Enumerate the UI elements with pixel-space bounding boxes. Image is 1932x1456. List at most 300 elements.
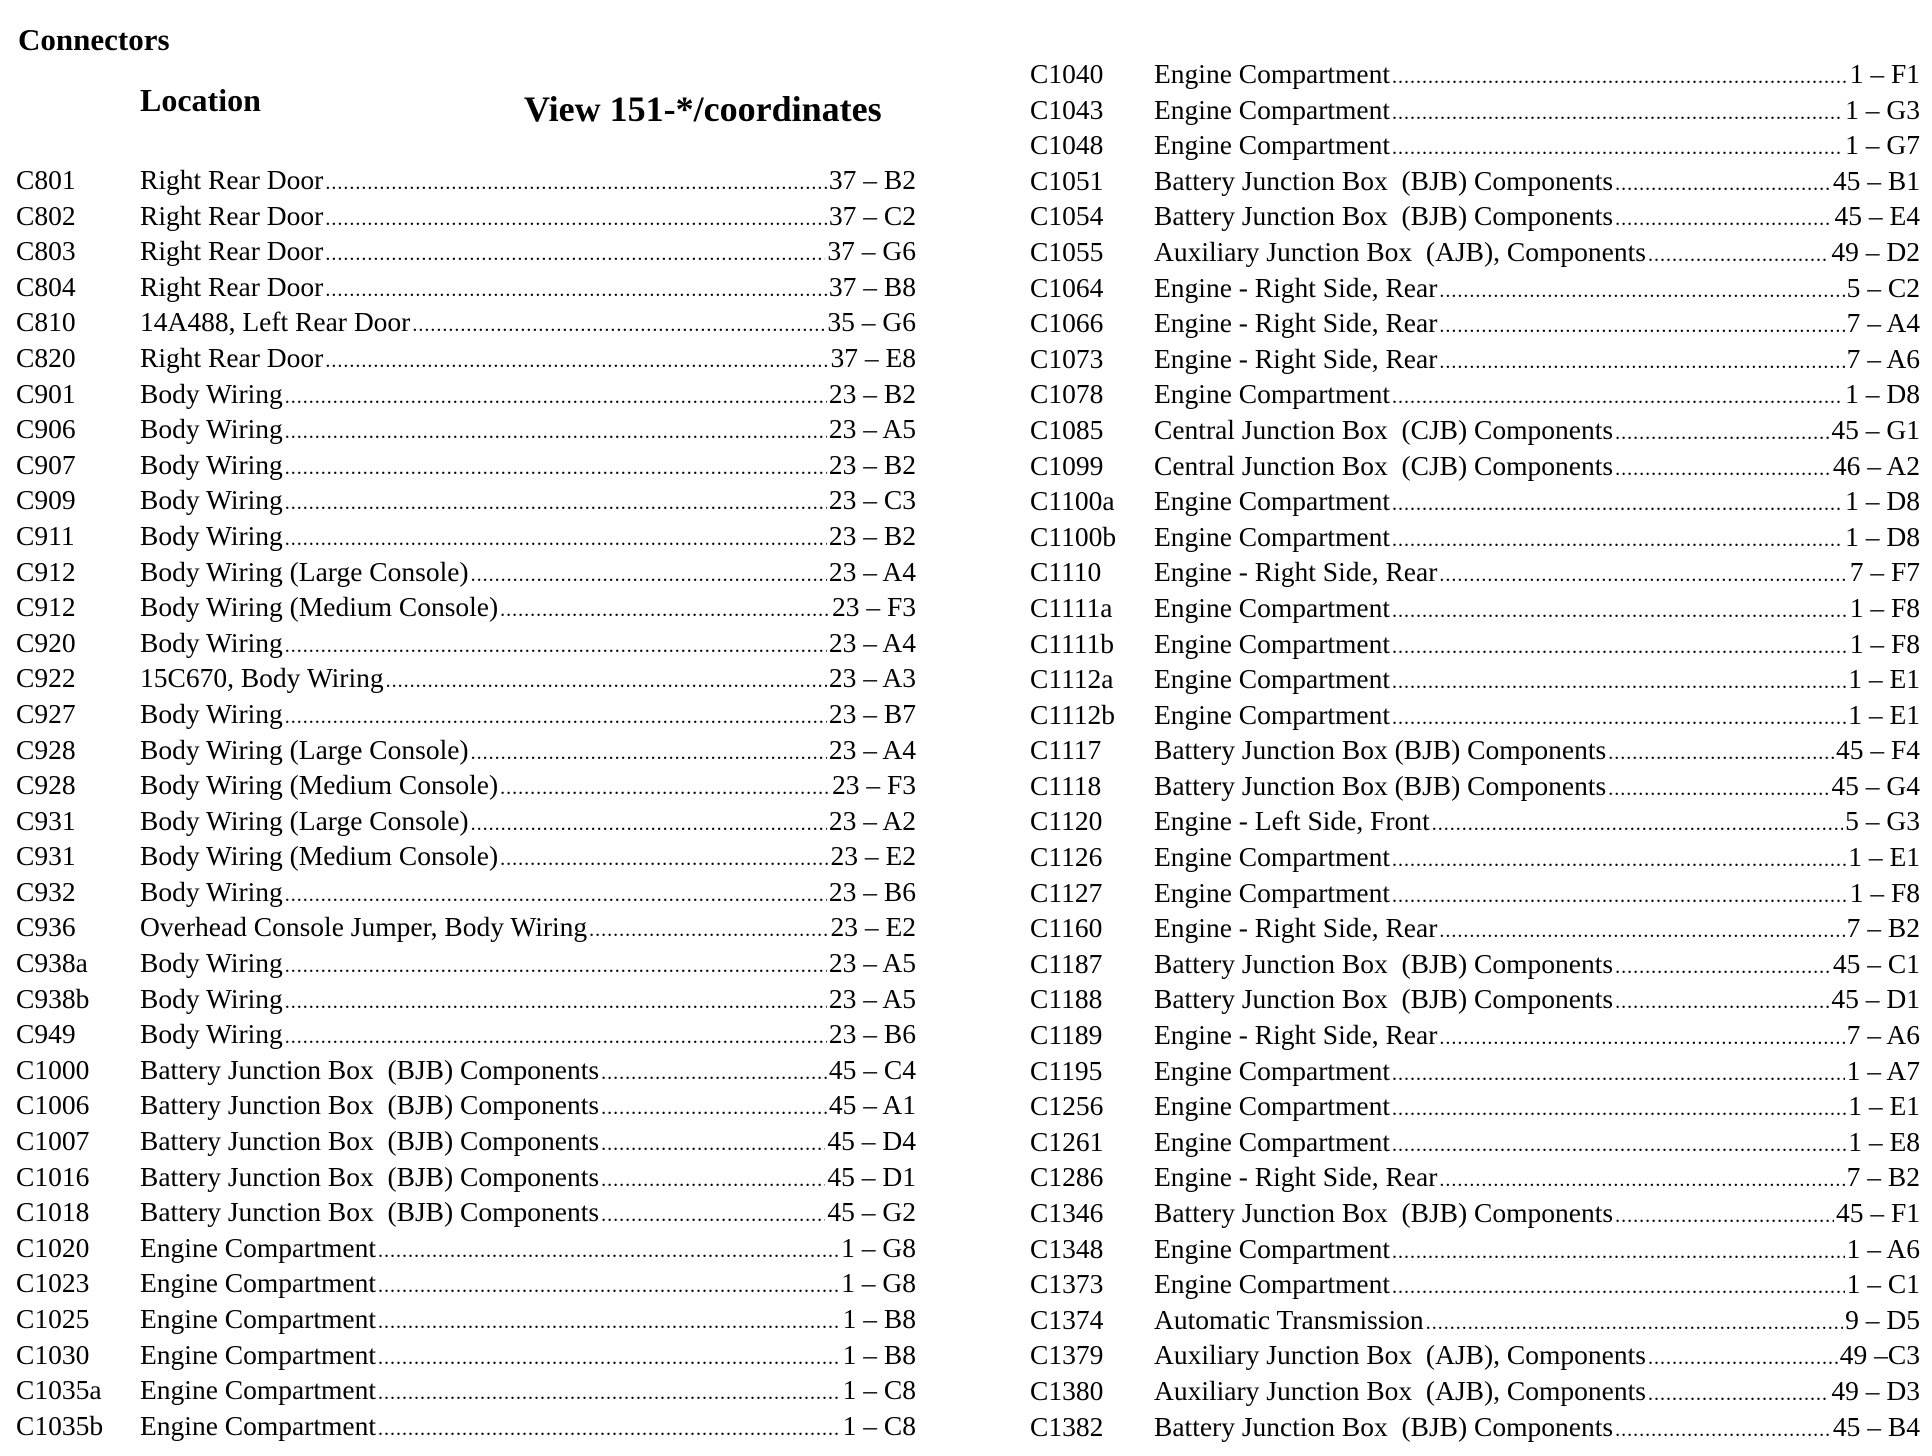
- connector-code: C1051: [1030, 164, 1104, 196]
- view-coordinates: 1 – F8: [1849, 627, 1920, 659]
- connector-code: C1373: [1030, 1268, 1104, 1300]
- connector-location: Engine Compartment: [1154, 1232, 1390, 1264]
- connector-location: Central Junction Box (CJB) Components: [1154, 449, 1614, 481]
- connector-location: Auxiliary Junction Box (AJB), Components: [1154, 235, 1646, 267]
- connector-location: Engine Compartment: [1154, 1090, 1390, 1122]
- connector-row: [16, 1265, 916, 1301]
- connector-row: [16, 447, 916, 483]
- connector-row: [1030, 163, 1920, 199]
- view-coordinates: 1 – C8: [842, 1374, 916, 1406]
- view-coordinates: 1 – G7: [1845, 129, 1920, 161]
- connector-code: C803: [16, 235, 76, 267]
- connector-code: C907: [16, 448, 76, 480]
- connector-code: C1374: [1030, 1303, 1104, 1335]
- connector-code: C1261: [1030, 1125, 1104, 1157]
- connector-row: [1030, 839, 1920, 875]
- right-connector-list: [1030, 56, 1920, 1444]
- connector-row: [1030, 875, 1920, 911]
- dot-leader: [1615, 1199, 1834, 1234]
- connector-code: C1346: [1030, 1197, 1104, 1228]
- dot-leader: [1392, 665, 1846, 700]
- view-coordinates: 7 – F7: [1849, 556, 1920, 588]
- connector-row: [16, 1408, 916, 1444]
- connector-location: Overhead Console Jumper, Body Wiring: [140, 911, 588, 943]
- connector-location: Engine Compartment: [1154, 93, 1390, 125]
- dot-leader: [1426, 1306, 1843, 1341]
- connector-location: Battery Junction Box (BJB) Components: [1154, 1410, 1614, 1442]
- connector-code: C928: [16, 733, 76, 765]
- connector-code: C1380: [1030, 1374, 1104, 1406]
- view-coordinates: 1 – E1: [1848, 698, 1920, 730]
- connector-location: Engine Compartment: [1154, 876, 1390, 908]
- connector-code: C1189: [1030, 1019, 1103, 1051]
- connector-row: [16, 1016, 916, 1052]
- connector-location: Battery Junction Box (BJB) Components: [1154, 200, 1614, 232]
- dot-leader: [325, 166, 827, 201]
- connector-location: Body Wiring: [140, 413, 283, 445]
- dot-leader: [1439, 558, 1847, 593]
- connector-code: C1054: [1030, 200, 1104, 232]
- connector-code: C1126: [1030, 841, 1103, 873]
- connector-location: Body Wiring: [140, 697, 283, 729]
- connector-location: Engine Compartment: [1154, 58, 1390, 89]
- left-connector-list: [16, 162, 916, 1443]
- view-coordinates: 45 – F4: [1835, 734, 1920, 766]
- view-coordinates: 45 – B4: [1832, 1410, 1920, 1442]
- connector-row: [1030, 341, 1920, 377]
- dot-leader: [1392, 1057, 1845, 1092]
- dot-leader: [1615, 950, 1831, 985]
- connector-row: [1030, 626, 1920, 662]
- connector-row: [1030, 376, 1920, 412]
- connector-location: Battery Junction Box (BJB) Components: [140, 1196, 600, 1228]
- connector-location: Battery Junction Box (BJB) Components: [1154, 164, 1614, 196]
- connector-code: C1111b: [1030, 627, 1115, 659]
- dot-leader: [1439, 914, 1844, 949]
- connector-location: Engine Compartment: [1154, 627, 1390, 659]
- connector-location: Battery Junction Box (BJB) Components: [1154, 983, 1614, 1015]
- connector-row: [1030, 1337, 1920, 1373]
- view-coordinates: 37 – B2: [828, 164, 916, 195]
- connector-row: [16, 909, 916, 945]
- connector-code: C1195: [1030, 1054, 1103, 1086]
- view-coordinates: 7 – A6: [1846, 1019, 1920, 1051]
- dot-leader: [601, 1163, 825, 1198]
- view-coordinates: 45 – A1: [828, 1089, 916, 1121]
- view-coordinates: 23 – A2: [828, 804, 916, 836]
- connector-location: Body Wiring (Medium Console): [140, 840, 499, 872]
- view-coordinates: 1 – E1: [1848, 663, 1920, 695]
- connector-row: [1030, 1053, 1920, 1089]
- view-coordinates: 23 – F3: [831, 769, 916, 801]
- connector-code: C1016: [16, 1160, 90, 1192]
- connector-code: C1099: [1030, 449, 1104, 481]
- connector-code: C920: [16, 626, 76, 658]
- connector-location: Auxiliary Junction Box (AJB), Components: [1154, 1374, 1646, 1406]
- connector-row: [1030, 270, 1920, 306]
- connector-code: C1160: [1030, 912, 1103, 944]
- connector-code: C909: [16, 484, 76, 516]
- connector-location: Battery Junction Box (BJB) Components: [1154, 1197, 1614, 1228]
- dot-leader: [1392, 131, 1843, 166]
- connector-code: C1030: [16, 1338, 90, 1370]
- connector-location: Engine - Right Side, Rear: [1154, 1161, 1438, 1193]
- dot-leader: [378, 1341, 841, 1376]
- connector-code: C1035a: [16, 1374, 102, 1406]
- connector-row: [1030, 519, 1920, 555]
- dot-leader: [285, 451, 827, 486]
- dot-leader: [1608, 736, 1834, 771]
- connector-row: [1030, 661, 1920, 697]
- view-coordinates: 23 – A4: [828, 626, 916, 658]
- dot-leader: [1615, 416, 1829, 451]
- dot-leader: [1439, 1021, 1844, 1056]
- connector-row: [16, 874, 916, 910]
- view-coordinates: 23 – C3: [828, 484, 916, 516]
- view-coordinates: 23 – A5: [828, 982, 916, 1014]
- dot-leader: [1615, 167, 1831, 202]
- connector-code: C906: [16, 413, 76, 445]
- connector-location: Engine Compartment: [140, 1303, 376, 1334]
- connector-row: [1030, 1017, 1920, 1053]
- connector-location: Engine Compartment: [1154, 663, 1390, 695]
- connector-row: [16, 732, 916, 768]
- dot-leader: [500, 771, 830, 806]
- dot-leader: [378, 1376, 841, 1411]
- dot-leader: [1615, 985, 1829, 1020]
- dot-leader: [1648, 1341, 1838, 1376]
- connector-code: C938a: [16, 947, 88, 979]
- connector-row: [16, 625, 916, 661]
- connector-code: C1348: [1030, 1232, 1104, 1264]
- view-coordinates: 1 – A6: [1846, 1232, 1920, 1264]
- connector-code: C801: [16, 164, 76, 195]
- view-coordinates: 45 – C1: [1832, 947, 1920, 979]
- view-coordinates: 23 – E2: [830, 840, 916, 872]
- dot-leader: [1615, 1413, 1831, 1448]
- view-coordinates: 23 – B2: [828, 377, 916, 409]
- connector-row: [16, 1372, 916, 1408]
- connector-code: C922: [16, 662, 76, 694]
- connector-code: C1006: [16, 1089, 90, 1121]
- connector-code: C1043: [1030, 93, 1104, 125]
- dot-leader: [1392, 843, 1846, 878]
- dot-leader: [1392, 487, 1843, 522]
- view-coordinates: 45 – D1: [827, 1160, 916, 1192]
- connector-location: Body Wiring: [140, 484, 283, 516]
- connector-row: [1030, 56, 1920, 92]
- dot-leader: [412, 308, 825, 343]
- dot-leader: [500, 593, 830, 628]
- dot-leader: [1392, 60, 1848, 95]
- connector-row: [16, 198, 916, 234]
- connector-row: [1030, 1195, 1920, 1231]
- connector-row: [16, 1123, 916, 1159]
- dot-leader: [589, 913, 828, 948]
- connector-row: [16, 767, 916, 803]
- connector-code: C1066: [1030, 307, 1104, 339]
- connector-code: C1064: [1030, 271, 1104, 303]
- dot-leader: [285, 985, 827, 1020]
- connector-row: [16, 269, 916, 305]
- connector-row: [16, 340, 916, 376]
- connector-row: [1030, 697, 1920, 733]
- connector-row: [16, 1230, 916, 1266]
- view-coordinates: 23 – A4: [828, 555, 916, 587]
- dot-leader: [1615, 202, 1832, 237]
- connector-row: [16, 1159, 916, 1195]
- dot-leader: [1392, 1092, 1846, 1127]
- connector-code: C931: [16, 804, 76, 836]
- connector-code: C912: [16, 555, 76, 587]
- dot-leader: [471, 558, 827, 593]
- connector-code: C901: [16, 377, 76, 409]
- connector-row: [1030, 946, 1920, 982]
- view-coordinates: 23 – B2: [828, 519, 916, 551]
- connector-code: C932: [16, 875, 76, 907]
- dot-leader: [285, 629, 827, 664]
- connector-location: Engine Compartment: [1154, 841, 1390, 873]
- connector-location: Engine Compartment: [140, 1231, 376, 1263]
- view-coordinates: 1 – A7: [1846, 1054, 1920, 1086]
- dot-leader: [285, 486, 827, 521]
- view-coordinates: 1 – B8: [842, 1338, 916, 1370]
- connector-row: [1030, 732, 1920, 768]
- connector-row: [16, 554, 916, 590]
- connector-row: [16, 1337, 916, 1373]
- view-coordinates: 9 – D5: [1845, 1303, 1920, 1335]
- dot-leader: [285, 415, 827, 450]
- connector-code: C927: [16, 697, 76, 729]
- connector-location: Engine Compartment: [140, 1374, 376, 1406]
- connector-row: [1030, 1088, 1920, 1124]
- connector-location: Engine - Right Side, Rear: [1154, 912, 1438, 944]
- connector-code: C1048: [1030, 129, 1104, 161]
- dot-leader: [1439, 1163, 1844, 1198]
- connector-code: C1379: [1030, 1339, 1104, 1371]
- connector-location: Engine Compartment: [1154, 485, 1390, 517]
- connector-row: [1030, 768, 1920, 804]
- connector-location: Battery Junction Box (BJB) Components: [140, 1053, 600, 1085]
- connector-row: [1030, 412, 1920, 448]
- connector-location: Engine Compartment: [1154, 698, 1390, 730]
- view-coordinates: 1 – D8: [1845, 520, 1920, 552]
- view-coordinates: 7 – A6: [1846, 342, 1920, 374]
- view-coordinates: 45 – D4: [827, 1125, 916, 1157]
- connector-code: C931: [16, 840, 76, 872]
- connector-row: [1030, 1302, 1920, 1338]
- dot-leader: [1392, 1128, 1846, 1163]
- view-coordinates: 23 – E2: [830, 911, 916, 943]
- connector-code: C1187: [1030, 947, 1103, 979]
- connector-row: [16, 589, 916, 625]
- view-coordinates: 45 – G1: [1831, 413, 1920, 445]
- connector-code: C1100a: [1030, 485, 1115, 517]
- view-coordinates: 1 – E1: [1848, 841, 1920, 873]
- view-coordinates: 1 – F8: [1849, 876, 1920, 908]
- connector-location: Right Rear Door: [140, 341, 324, 373]
- dot-leader: [378, 1234, 839, 1269]
- connector-location: Engine Compartment: [1154, 1054, 1390, 1086]
- dot-leader: [1439, 345, 1844, 380]
- view-coordinates: 23 – A3: [828, 662, 916, 694]
- connector-row: [16, 411, 916, 447]
- view-coordinates: 49 – D2: [1831, 235, 1920, 267]
- connector-row: [1030, 483, 1920, 519]
- connector-row: [1030, 448, 1920, 484]
- connector-row: [1030, 1231, 1920, 1267]
- connector-location: Body Wiring: [140, 875, 283, 907]
- connector-row: [1030, 198, 1920, 234]
- connector-row: [16, 803, 916, 839]
- view-coordinates: 37 – C2: [828, 199, 916, 231]
- connector-code: C1055: [1030, 235, 1104, 267]
- dot-leader: [1392, 523, 1843, 558]
- connector-row: [16, 233, 916, 269]
- connector-location: Body Wiring (Large Console): [140, 555, 469, 587]
- view-coordinates: 45 – F1: [1835, 1197, 1920, 1228]
- view-coordinates: 23 – A4: [828, 733, 916, 765]
- dot-leader: [1392, 1235, 1845, 1270]
- view-coordinates: 23 – F3: [831, 591, 916, 623]
- connector-code: C1112a: [1030, 663, 1114, 695]
- connector-row: [16, 838, 916, 874]
- view-coordinates: 35 – G6: [827, 306, 916, 338]
- view-coordinates: 45 – G4: [1831, 769, 1920, 801]
- dot-leader: [285, 1020, 827, 1055]
- connector-location: Engine - Right Side, Rear: [1154, 1019, 1438, 1051]
- connector-location: Engine Compartment: [140, 1338, 376, 1370]
- view-coordinates: 23 – A5: [828, 947, 916, 979]
- view-coordinates: 45 – B1: [1832, 164, 1920, 196]
- view-coordinates: 23 – B6: [828, 875, 916, 907]
- view-coordinates: 1 – G3: [1845, 93, 1920, 125]
- connector-code: C1120: [1030, 805, 1103, 837]
- connector-location: Body Wiring: [140, 519, 283, 551]
- connector-code: C1110: [1030, 556, 1102, 588]
- connector-row: [1030, 127, 1920, 163]
- dot-leader: [1615, 452, 1831, 487]
- connector-code: C1100b: [1030, 520, 1117, 552]
- connector-code: C1256: [1030, 1090, 1104, 1122]
- connector-row: [16, 376, 916, 412]
- view-coordinates: 49 –C3: [1839, 1339, 1920, 1371]
- connector-row: [16, 304, 916, 340]
- dot-leader: [471, 807, 827, 842]
- view-coordinates: 1 – F1: [1849, 58, 1920, 89]
- dot-leader: [1392, 630, 1848, 665]
- connector-code: C810: [16, 306, 76, 338]
- connector-location: Body Wiring: [140, 982, 283, 1014]
- dot-leader: [1608, 772, 1829, 807]
- dot-leader: [500, 842, 828, 877]
- location-column-header: Location: [140, 82, 261, 118]
- connector-location: Body Wiring (Medium Console): [140, 769, 499, 801]
- connector-row: [16, 1194, 916, 1230]
- view-coordinates: 45 – E4: [1834, 200, 1920, 232]
- connector-row: [1030, 910, 1920, 946]
- connector-row: [16, 696, 916, 732]
- view-coordinates: 46 – A2: [1832, 449, 1920, 481]
- connector-location: Right Rear Door: [140, 199, 324, 231]
- connector-code: C1020: [16, 1231, 90, 1263]
- connector-row: [1030, 803, 1920, 839]
- dot-leader: [386, 664, 827, 699]
- view-coordinates: 1 – D8: [1845, 485, 1920, 517]
- view-coordinates: 23 – B6: [828, 1018, 916, 1050]
- dot-leader: [601, 1091, 827, 1126]
- connector-row: [1030, 981, 1920, 1017]
- connector-location: Engine Compartment: [1154, 1125, 1390, 1157]
- connector-row: [16, 1301, 916, 1337]
- connector-location: Body Wiring: [140, 448, 283, 480]
- connector-row: [16, 1052, 916, 1088]
- view-coordinates: 7 – B2: [1846, 912, 1920, 944]
- view-coordinates: 45 – C4: [828, 1053, 916, 1085]
- connector-location: Body Wiring (Medium Console): [140, 591, 499, 623]
- view-coordinates: 1 – F8: [1849, 591, 1920, 623]
- connector-code: C1040: [1030, 58, 1104, 89]
- dot-leader: [1439, 274, 1844, 309]
- connector-code: C802: [16, 199, 76, 231]
- connector-row: [16, 518, 916, 554]
- connector-code: C820: [16, 341, 76, 373]
- connector-code: C1117: [1030, 734, 1102, 766]
- connector-code: C1286: [1030, 1161, 1104, 1193]
- connector-location: Auxiliary Junction Box (AJB), Components: [1154, 1339, 1646, 1371]
- dot-leader: [378, 1305, 841, 1340]
- connector-location: Battery Junction Box (BJB) Components: [140, 1089, 600, 1121]
- connector-location: Battery Junction Box (BJB) Components: [140, 1125, 600, 1157]
- connector-code: C936: [16, 911, 76, 943]
- connector-code: C1382: [1030, 1410, 1104, 1442]
- view-coordinates: 45 – G2: [827, 1196, 916, 1228]
- connector-row: [1030, 1159, 1920, 1195]
- connector-location: Engine Compartment: [1154, 129, 1390, 161]
- connector-code: C949: [16, 1018, 76, 1050]
- view-coordinates: 1 – C8: [842, 1409, 916, 1441]
- connector-location: Right Rear Door: [140, 270, 324, 302]
- view-coordinates: 1 – E8: [1848, 1125, 1920, 1157]
- connector-row: [1030, 92, 1920, 128]
- connector-code: C938b: [16, 982, 90, 1014]
- connector-location: Engine - Left Side, Front: [1154, 805, 1430, 837]
- view-coordinates: 49 – D3: [1831, 1374, 1920, 1406]
- view-coordinates: 1 – G8: [841, 1267, 916, 1299]
- connector-row: [16, 660, 916, 696]
- connector-location: Engine - Right Side, Rear: [1154, 271, 1438, 303]
- view-coordinates: 37 – B8: [828, 270, 916, 302]
- connector-location: Engine - Right Side, Rear: [1154, 556, 1438, 588]
- dot-leader: [325, 344, 828, 379]
- connector-code: C1073: [1030, 342, 1104, 374]
- view-coordinates: 23 – A5: [828, 413, 916, 445]
- connector-location: Body Wiring (Large Console): [140, 804, 469, 836]
- dot-leader: [285, 380, 827, 415]
- view-coordinates: 1 – G8: [841, 1231, 916, 1263]
- connector-row: [1030, 1124, 1920, 1160]
- dot-leader: [471, 736, 827, 771]
- connector-location: 14A488, Left Rear Door: [140, 306, 411, 338]
- connector-location: Right Rear Door: [140, 164, 324, 195]
- view-coordinates: 45 – D1: [1831, 983, 1920, 1015]
- view-coordinates: 5 – C2: [1846, 271, 1920, 303]
- connector-location: Central Junction Box (CJB) Components: [1154, 413, 1614, 445]
- dot-leader: [1392, 380, 1843, 415]
- connector-location: Body Wiring: [140, 626, 283, 658]
- connector-code: C1112b: [1030, 698, 1116, 730]
- view-coordinates: 23 – B7: [828, 697, 916, 729]
